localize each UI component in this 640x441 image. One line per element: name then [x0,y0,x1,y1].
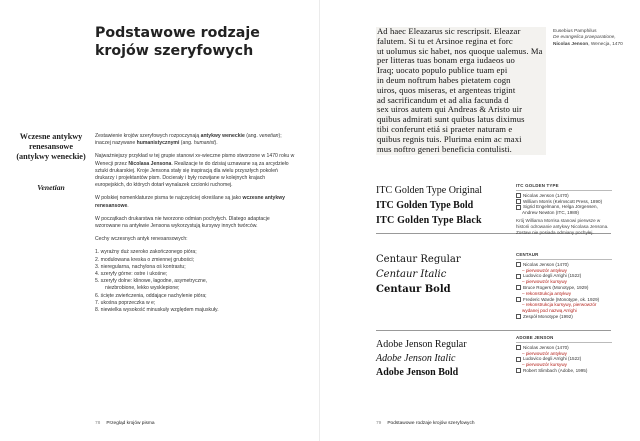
info-adobe-jenson [516,335,612,374]
text-run: (ang. [244,133,260,139]
scan-line: mus noftro generi beneficia contulisti. [377,143,512,154]
credit-subrow: – pierwowzór kursywy [522,362,567,368]
text-run: ). [214,140,218,147]
italic-term: venetian [259,133,279,139]
credit-box-icon [516,368,521,373]
bold-term: Nicolasa Jensona [128,160,172,167]
right-page [320,0,640,441]
side-heading: Wczesne antykwy renesansowe (antykwy weneckie) [16,132,86,161]
caption-place-year: , Wenecja, 1470 [588,41,623,47]
credit-row: William Morris (Kelmscott Press, 1890) [516,199,612,205]
paragraph-jenson [95,153,295,189]
scan-line: Iraq; uocato populo publice tuam epi [377,65,508,76]
info-note: Krój Williama Morrisa stanowi pierwsze w historii odrowanie antykwy Nicolasa Jensona. Zostaw nie posiada odmiany pochyłej. [516,217,609,235]
scan-line: falutem. Si tu et Arsinoe regina et forc [377,35,513,46]
credit-row: Zespół Monotype (1992) [516,314,612,320]
specimen-adobe-jenson [376,338,514,380]
credit-subrow: – pierwowzór antykwy [522,267,567,273]
page-number: 78 [95,421,101,426]
credit-row: Ludovico degli Arrighi (1522) [516,356,612,362]
specimen-centaur [376,252,514,297]
list-item: 8. niewielka wysokość minuskuły względem majuskuły. [95,307,219,314]
credit-row: Nicolas Jenson (1470) [516,345,612,351]
list-item: 7. ukośna poprzeczka w e; [95,299,156,306]
bold-term: antykwy weneckie [200,133,245,139]
running-footer: Podstawowe rodzaje krojów szeryfowych [387,421,475,426]
scan-line: ad sacrificandum et ad alia facunda d [377,94,509,105]
credit-row: Nicolas Jenson (1470) [516,193,612,199]
scan-line: quibus admirati sunt quibus latus diximus [377,114,525,125]
list-item: 1. wyraźny duż szeroko zakończonego pióra; [95,249,197,256]
paragraph-features-intro: Cechy wczesnych antyk renesansowych: [95,236,188,243]
page-number: 79 [376,421,382,426]
text-run: ); inaczej nazywane [95,133,282,147]
features-list [95,249,295,314]
specimen-itc-golden-type [376,183,514,228]
list-item: 5. szeryfy dolne: klinowe, łagodne, asymetryczne, [95,278,208,285]
body-text [95,133,295,314]
specimen-black: ITC Golden Type Black [376,215,482,226]
info-heading: ITC GOLDEN TYPE [516,183,612,191]
specimen-italic: Centaur Italic [376,269,447,280]
paragraph-italics: W początkach drukarstwa nie tworzono odmian pochyłych. Dlatego adaptacje wzorowane na antykwie Jensona wykorzystują kursywy innych twórców. [95,215,270,230]
credit-box-icon [516,285,521,290]
list-item: 3. nieregularna, nachylona oś kontrastu; [95,263,186,270]
credit-subrow: – rekonstrukcja antykwy [522,290,572,296]
specimen-bold: Adobe Jenson Bold [376,367,459,378]
page-title: Podstawowe rodzaje krojów szeryfowych [95,25,260,59]
running-footer: Przegląd krojów pisma [106,421,155,426]
text-run: . [127,202,129,209]
credit-row: Bruce Rogers (Monotype, 1929) [516,285,612,291]
text-run: W polskiej nomenklaturze pisma te najczęściej określane są jako [95,195,243,202]
caption-author: Eusebius Pamphilus [553,29,597,34]
credit-box-icon [516,297,521,302]
paragraph-nomenclature [95,195,295,209]
scan-line: uiros, quos miseras, et argenteas trigint [377,84,516,95]
credit-box-icon [516,314,521,319]
credit-row: Robert Slimbach (Adobe, 1995) [516,368,612,374]
footer-left [95,421,155,426]
text-run: . Realizacje te do dzisiaj uznawane są za arcydzieło sztuki drukarskiej. Kroje Jensona stały się inspiracją dla wielu przyszłych pokoleń drukarzy i projektantów pism. Docierały i były rozwijane w kolejnych krajach europejskich, do których dotarł wynalazek czcionki ruchomej. [95,160,289,189]
caption-work: De evangelica praeparatione, [553,35,616,41]
credit-box-icon [516,205,521,210]
scan-line: tibi conferunt etiá si praeter naturam e [377,123,513,134]
scan-line: per litteras tuas bonam erga iudaeos uo [377,55,515,66]
caption-printer [553,42,633,48]
list-item: 2. modulowana kreska o zmiennej grubości; [95,256,195,263]
text-run: Zestawienie krojów szeryfowych rozpoczynają [95,133,201,139]
list-item: 4. szeryfy górne: ostre i ukośne; [95,271,168,278]
credit-box-icon [516,199,521,204]
specimen-bold: ITC Golden Type Bold [376,200,474,211]
scan-line: Ad haec Eleazarus sic rescripsit. Eleazar [377,27,521,36]
info-centaur [516,252,612,320]
specimen-regular: Centaur Regular [376,254,461,265]
list-item: niezbrobione, lekko wysklepione; [105,285,180,292]
credit-subrow: – pierwowzór antykwy [522,350,567,356]
credit-row: Ludovico degli Arrighi (1522) [516,273,612,279]
specimen-italic: Adobe Jenson Italic [376,353,456,364]
scan-line: ut uolumus sic habet, nos quoque ualemus. Ma [377,45,543,56]
footer-right [376,421,475,426]
italic-term: humanist [193,140,215,147]
specimen-regular: ITC Golden Type Original [376,185,483,196]
credit-row: Andrew Newton (ITC, 1989) [522,210,579,216]
divider [376,330,611,331]
side-subheading: Venetian [37,183,65,192]
specimen-bold: Centaur Bold [376,284,451,295]
info-heading: ADOBE JENSON [516,335,612,343]
scan-line: quibus regnis tuis. Plurima enim ac maxi [377,133,522,144]
text-run: Najważniejszy przykład w tej grupie stanowi xv-wieczne pismo stworzone w 1470 roku w Wenecji przez [95,153,295,167]
caption-printer-name: Nicolas Jenson [553,41,589,47]
credit-box-icon [516,357,521,362]
text-run: (ang. [179,140,194,147]
credit-box-icon [516,262,521,267]
bold-term: wczesne antykwy renesansowe [95,195,285,209]
image-caption [553,29,633,48]
credit-box-icon [516,193,521,198]
credit-subrow: – rekonstrukcja kursywy, pierwowzór wydanej pod nazwą Arrighi [522,302,597,314]
credit-box-icon [516,274,521,279]
scan-line: in deum noftrum habes pietatem cogn [377,74,511,85]
credit-subrow: – pierwowzór kursywy [522,279,567,285]
info-heading: CENTAUR [516,252,612,260]
credit-row: Nicolas Jenson (1470) [516,262,612,268]
list-item: 6. ścięte zwieńczenia, oddające nachylenie pióra; [95,292,207,299]
bold-term: humanistycznymi [136,140,180,147]
credit-row: Sigrid Engelmann, Helga Jörgensen, [516,204,612,210]
credit-row: Frederic Warde (Monotype, ok. 1929) [516,297,612,303]
info-itc-golden-type [516,183,612,235]
credit-box-icon [516,345,521,350]
historical-print-sample [376,27,546,155]
specimen-regular: Adobe Jenson Regular [376,339,467,350]
paragraph-intro [95,133,295,147]
scan-line: sex uiros autem qui Andreas & Aristo uir [377,104,523,115]
